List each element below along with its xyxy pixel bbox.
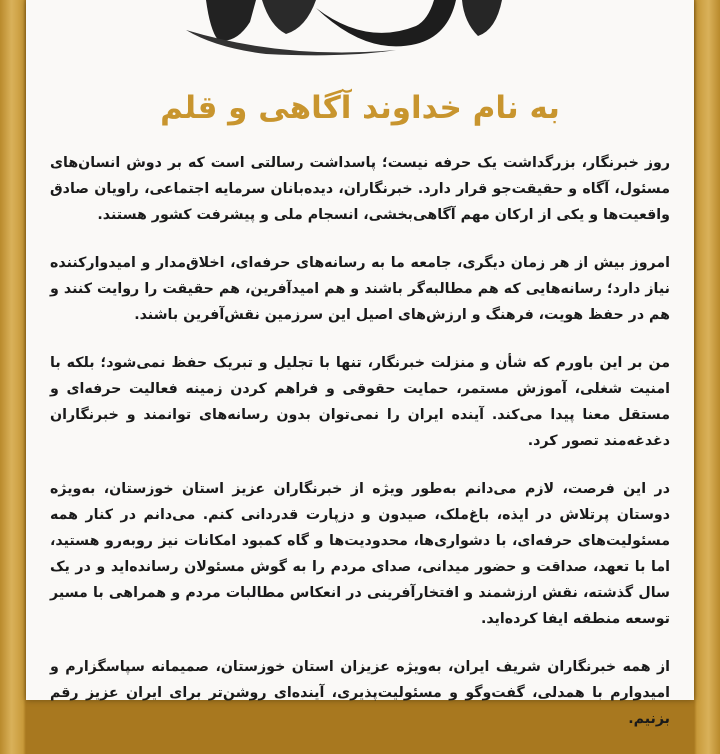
calligraphy-logo <box>166 0 526 58</box>
paragraph: از همه خبرنگاران شریف ایران، به‌ویژه عزیزان استان خوزستان، صمیمانه سپاسگزارم و امیدوارم با همدلی، گفت‌وگو و مسئولیت‌پذیری، آینده‌ای روشن‌تر برای ایران عزیز رقم بزنیم. <box>50 659 670 727</box>
document-page <box>26 0 694 727</box>
paragraph: من بر این باورم که شأن و منزلت خبرنگار، تنها با تجلیل و تبریک حفظ نمی‌شود؛ بلکه با امنیت شغلی، آموزش مستمر، حمایت حقوقی و فراهم کردن زمینه فعالیت حرفه‌ای و مستقل معنا پیدا می‌کند. آینده ایران را نمی‌توان بدون رسانه‌های توانمند و خبرنگاران دغدغه‌مند تصور کرد. <box>50 355 670 449</box>
paragraph: امروز بیش از هر زمان دیگری، جامعه ما به رسانه‌های حرفه‌ای، اخلاق‌مدار و امیدوارکننده نیاز دارد؛ رسانه‌هایی که هم مطالبه‌گر باشند و هم امیدآفرین، هم حقیقت را روایت کنند و هم در حفظ هویت، فرهنگ و ارزش‌های اصیل این سرزمین نقش‌آفرین باشند. <box>50 255 670 323</box>
paragraph: روز خبرنگار، بزرگداشت یک حرفه نیست؛ پاسداشت رسالتی است که بر دوش انسان‌های مسئول، آگاه و حقیقت‌جو قرار دارد. خبرنگاران، دیده‌بانان سرمایه اجتماعی، راویان صادق واقعیت‌ها و یکی از ارکان مهم آگاهی‌بخشی، انسجام ملی و پیشرفت کشور هستند. <box>50 155 670 223</box>
page-title: به نام خداوند آگاهی و قلم <box>160 90 560 126</box>
paragraph: در این فرصت، لازم می‌دانم به‌طور ویژه از خبرنگاران عزیز استان خوزستان، به‌ویژه دوستان پرتلاش در ایذه، باغ‌ملک، صیدون و دزپارت قدردانی کنم. می‌دانم در کنار همه مسئولیت‌های حرفه‌ای، با دشواری‌ها، محدودیت‌ها و گاه کمبود امکانات نیز روبه‌رو هستید، اما با تعهد، صداقت و حضور میدانی، صدای مردم را به گوش مسئولان رسانده‌اید و در یک سال گذشته، نقش ارزشمند و افتخارآفرینی در انعکاس مطالبات مردم و همراهی با مسیر توسعه منطقه ایفا کرده‌اید. <box>50 481 670 627</box>
statement-body <box>50 150 670 754</box>
